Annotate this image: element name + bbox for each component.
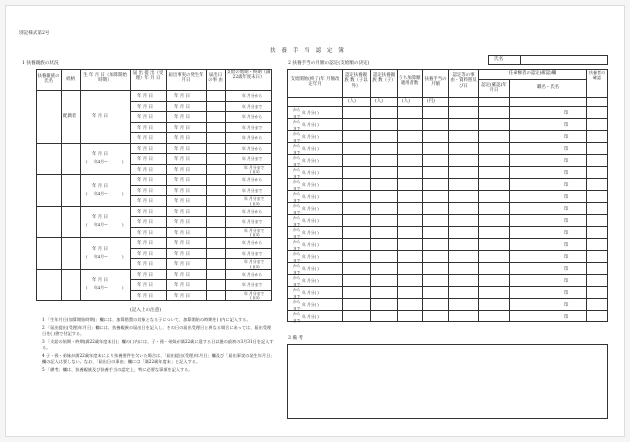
support-age-cell: ( )(3) bbox=[250, 200, 260, 206]
cert-row-line bbox=[287, 118, 608, 119]
support-age-cell: ( )(3) bbox=[250, 232, 260, 237]
birth-age-close: ) bbox=[122, 253, 124, 259]
seal-mark: 印 bbox=[564, 194, 569, 200]
cert-row-line bbox=[287, 238, 608, 239]
move-date-cell: 年 月 日 bbox=[137, 178, 153, 183]
row-from: から bbox=[293, 238, 301, 244]
move-date-cell: 年 月 日 bbox=[137, 146, 153, 152]
support-period-cell: 年 月分まで bbox=[242, 282, 263, 287]
unit-count-c: (人) bbox=[402, 99, 410, 104]
note-item: 5 「備考」欄は、扶養親族及び扶養手当の認定上、特に必要な事項を記入する。 bbox=[42, 366, 193, 372]
header-auditor-name: 職名・氏名 bbox=[537, 85, 559, 90]
row-to: まで bbox=[293, 197, 301, 203]
row-month: 年 月分( ) bbox=[302, 146, 319, 152]
birth-age-close: ) bbox=[122, 190, 124, 196]
support-to-cell: 年 月分まで bbox=[244, 290, 265, 296]
birth-age-note: 年4月～ bbox=[94, 159, 108, 165]
header-monthly: 扶養手当の月額 bbox=[424, 77, 447, 88]
header-name: 扶養親族の氏名 bbox=[37, 74, 60, 85]
support-period-cell: 年 月分から bbox=[242, 93, 263, 98]
seal-mark: 印 bbox=[564, 254, 569, 260]
support-age-cell: ( )(3) bbox=[250, 263, 260, 269]
row-line bbox=[130, 132, 272, 133]
row-from: から bbox=[293, 130, 301, 136]
row-month: 年 月分( ) bbox=[302, 134, 319, 140]
cert-row-line bbox=[287, 202, 608, 203]
event-date-cell: 年 月 日 bbox=[174, 115, 190, 120]
note-item: 3 「支給の始期・終期(満22歳年度末日)」欄の( )内には、子・孫・弟妹が満22歳に達する日以後の最初の3月31日を記入する。 bbox=[42, 339, 274, 350]
row-month: 年 月分( ) bbox=[302, 182, 319, 188]
support-to-cell: 年 月分まで bbox=[244, 196, 265, 201]
cert-row-line bbox=[287, 142, 608, 143]
row-month: 年 月分( ) bbox=[302, 254, 319, 260]
event-date-cell: 年 月 日 bbox=[174, 188, 190, 194]
birth-date-cell: 年 月 日 bbox=[92, 246, 108, 252]
birth-age-open: ( bbox=[86, 190, 88, 196]
event-date-cell: 年 月 日 bbox=[174, 94, 190, 99]
cert-row-line bbox=[287, 166, 608, 167]
header-move: 届 出 提 出（受 理）年 月 日 bbox=[132, 71, 164, 82]
birth-age-open: ( bbox=[86, 285, 88, 291]
group-separator bbox=[36, 174, 272, 175]
row-from: から bbox=[293, 310, 301, 316]
seal-mark: 印 bbox=[564, 146, 569, 152]
support-period-cell: 年 月分まで bbox=[242, 103, 263, 109]
move-date-cell: 年 月 日 bbox=[137, 136, 153, 141]
header-auditor: 任命権者の認定(確認)欄 bbox=[508, 71, 557, 76]
row-to: まで bbox=[293, 233, 301, 239]
birth-age-open: ( bbox=[86, 253, 88, 259]
row-to: まで bbox=[293, 185, 301, 191]
support-period-cell: 年 月分まで bbox=[242, 219, 263, 224]
header-birth: 生 年 月 日（加算開始時期） bbox=[83, 73, 127, 84]
birth-age-open: ( bbox=[86, 222, 88, 228]
header-count-a: 認定扶養親 族 数（子以外） bbox=[344, 73, 368, 89]
row-month: 年 月分( ) bbox=[302, 278, 319, 284]
birth-age-close: ) bbox=[122, 222, 124, 228]
row-month: 年 月分( ) bbox=[302, 206, 319, 212]
row-line bbox=[130, 216, 272, 217]
support-period-cell: 年 月分から bbox=[242, 271, 263, 277]
form-id: 別記様式第2号 bbox=[19, 31, 50, 36]
event-date-cell: 年 月 日 bbox=[174, 272, 190, 278]
seal-mark: 印 bbox=[564, 278, 569, 284]
event-date-cell: 年 月 日 bbox=[174, 251, 190, 257]
row-to: まで bbox=[293, 293, 301, 299]
row-line bbox=[130, 101, 272, 102]
note-item: 2 「届出提出(受理)年月日」欄には、扶養親族の届出日を記入し、その日の届出受理日と異なる場合にあっては、届出受理日を( )書で付記する。 bbox=[42, 325, 272, 336]
move-date-cell: 年 月 日 bbox=[137, 293, 153, 299]
seal-mark: 印 bbox=[564, 230, 569, 236]
support-period-cell: 年 月分まで bbox=[242, 250, 263, 256]
note-item: 4 子・孫・弟妹が満22歳年度末により扶養要件を欠いた場合は、「届出提出(受理)年月日」欄及び「届出事実の発生年月日」欄の記入は要しない。なお、「届出日の事由」欄には「満22歳年度末」と記入する。 bbox=[42, 352, 273, 364]
seal-mark: 印 bbox=[564, 206, 569, 212]
birth-age-open: ( bbox=[86, 159, 88, 165]
row-from: から bbox=[293, 214, 301, 220]
row-line bbox=[130, 185, 272, 186]
group-separator bbox=[36, 143, 272, 144]
move-date-cell: 年 月 日 bbox=[137, 251, 153, 257]
row-month: 年 月分( ) bbox=[302, 122, 319, 128]
unit-row-line bbox=[287, 106, 608, 107]
row-line bbox=[130, 122, 272, 123]
cert-row-line bbox=[287, 286, 608, 287]
unit-count-b: (人) bbox=[375, 99, 383, 104]
seal-mark: 印 bbox=[564, 110, 569, 116]
event-date-cell: 年 月 日 bbox=[174, 167, 190, 173]
support-period-cell: 年 月分から bbox=[242, 177, 263, 182]
event-date-cell: 年 月 日 bbox=[174, 220, 190, 225]
row-line bbox=[130, 111, 272, 112]
birth-date-cell: 年 月 日 bbox=[92, 152, 108, 158]
row-to: まで bbox=[293, 221, 301, 227]
birth-date-cell: 年 月 日 bbox=[92, 183, 108, 189]
row-line bbox=[130, 279, 272, 280]
header-count-c: うち加算額適用者数 bbox=[398, 76, 421, 87]
row-to: まで bbox=[293, 281, 301, 287]
group-separator bbox=[36, 269, 272, 270]
move-date-cell: 年 月 日 bbox=[137, 115, 153, 120]
seal-mark: 印 bbox=[564, 302, 569, 308]
row-month: 年 月分( ) bbox=[302, 266, 319, 272]
cert-row-line bbox=[287, 178, 608, 179]
event-date-cell: 年 月 日 bbox=[174, 262, 190, 267]
move-date-cell: 年 月 日 bbox=[137, 157, 153, 162]
form-title: 扶 養 手 当 認 定 簿 bbox=[270, 48, 346, 54]
event-date-cell: 年 月 日 bbox=[174, 104, 190, 110]
seal-mark: 印 bbox=[564, 218, 569, 224]
row-to: まで bbox=[293, 113, 301, 119]
row-from: から bbox=[293, 286, 301, 292]
form-page bbox=[6, 6, 624, 436]
support-period-cell: 年 月分まで bbox=[242, 156, 263, 161]
move-date-cell: 年 月 日 bbox=[137, 220, 153, 225]
event-date-cell: 年 月 日 bbox=[174, 146, 190, 152]
row-line bbox=[130, 248, 272, 249]
row-to: まで bbox=[293, 137, 301, 143]
birth-age-note: 年4月～ bbox=[94, 253, 108, 259]
move-date-cell: 年 月 日 bbox=[137, 94, 153, 99]
move-date-cell: 年 月 日 bbox=[137, 167, 153, 173]
row-from: から bbox=[293, 142, 301, 148]
row-from: から bbox=[293, 274, 301, 280]
header-support: 支給の始期・終期（満22歳年度末日） bbox=[226, 70, 271, 81]
row-to: まで bbox=[293, 161, 301, 167]
row-to: まで bbox=[293, 305, 301, 311]
event-date-cell: 年 月 日 bbox=[174, 241, 190, 246]
left-section-title: 1 扶養親族の状況 bbox=[22, 61, 59, 66]
row-from: から bbox=[293, 118, 301, 124]
cert-row-line bbox=[287, 274, 608, 275]
header-auditor-date: 認定(確認)年月日 bbox=[481, 83, 507, 94]
row-from: から bbox=[293, 298, 301, 304]
move-date-cell: 年 月 日 bbox=[137, 188, 153, 194]
cert-row-line bbox=[287, 250, 608, 251]
unit-monthly: (円) bbox=[427, 99, 435, 104]
row-to: まで bbox=[293, 209, 301, 215]
row-from: から bbox=[293, 166, 301, 172]
birth-age-close: ) bbox=[122, 285, 124, 291]
cert-row-line bbox=[287, 226, 608, 227]
row-from: から bbox=[293, 154, 301, 160]
event-date-cell: 年 月 日 bbox=[174, 209, 190, 215]
header-cert: 認定等の事由・資料照及び日 bbox=[450, 73, 477, 89]
relation-cell: 配偶者 bbox=[63, 114, 77, 120]
move-date-cell: 年 月 日 bbox=[137, 241, 153, 246]
header-count-b: 認定扶養親 族 数（子） bbox=[372, 73, 396, 84]
row-to: まで bbox=[293, 173, 301, 179]
note-item: 1 「生年月日(加算開始時期)」欄には、加算措置の対象となる子について、加算開始の時期を( )内に記入する。 bbox=[42, 317, 251, 322]
row-from: から bbox=[293, 262, 301, 268]
event-date-cell: 年 月 日 bbox=[174, 125, 190, 131]
move-date-cell: 年 月 日 bbox=[137, 209, 153, 215]
header-removal: 届出日の事 由 bbox=[208, 73, 223, 84]
event-date-cell: 年 月 日 bbox=[174, 136, 190, 141]
support-period-cell: 年 月分まで bbox=[242, 124, 263, 130]
cert-row-line bbox=[287, 154, 608, 155]
birth-age-note: 年4月～ bbox=[94, 222, 108, 228]
seal-mark: 印 bbox=[564, 134, 569, 140]
row-to: まで bbox=[293, 245, 301, 251]
seal-mark: 印 bbox=[564, 122, 569, 128]
row-to: まで bbox=[293, 269, 301, 275]
row-month: 年 月分( ) bbox=[302, 194, 319, 200]
event-date-cell: 年 月 日 bbox=[174, 178, 190, 183]
row-month: 年 月分( ) bbox=[302, 314, 319, 320]
move-date-cell: 年 月 日 bbox=[137, 125, 153, 131]
header-period: 支給開始(終了)年 月額改定年月 bbox=[290, 77, 340, 88]
support-age-cell: ( )(3) bbox=[250, 169, 260, 174]
row-from: から bbox=[293, 190, 301, 196]
event-date-cell: 年 月 日 bbox=[174, 230, 190, 236]
support-period-cell: 年 月分から bbox=[242, 240, 263, 245]
support-period-cell: 年 月分まで bbox=[242, 187, 263, 193]
remarks-box[interactable] bbox=[287, 344, 608, 419]
seal-mark: 印 bbox=[564, 242, 569, 248]
move-date-cell: 年 月 日 bbox=[137, 230, 153, 236]
move-date-cell: 年 月 日 bbox=[137, 104, 153, 110]
row-from: から bbox=[293, 226, 301, 232]
support-period-cell: 年 月分から bbox=[242, 208, 263, 214]
support-period-cell: 年 月分から bbox=[242, 145, 263, 151]
header-event: 届出事実の発生年月日 bbox=[168, 73, 204, 84]
right-section-title: 2 扶養手当の月額の認定(支給額の決定) bbox=[288, 61, 370, 66]
move-date-cell: 年 月 日 bbox=[137, 272, 153, 278]
support-period-cell: 年 月分から bbox=[242, 114, 263, 119]
row-from: から bbox=[293, 178, 301, 184]
cert-row-line bbox=[287, 130, 608, 131]
move-date-cell: 年 月 日 bbox=[137, 199, 153, 204]
row-to: まで bbox=[293, 317, 301, 323]
birth-age-note: 年4月～ bbox=[94, 285, 108, 291]
notes-list bbox=[42, 317, 274, 375]
event-date-cell: 年 月 日 bbox=[174, 157, 190, 162]
row-month: 年 月分( ) bbox=[302, 230, 319, 236]
row-month: 年 月分( ) bbox=[302, 110, 319, 116]
cert-row-line bbox=[287, 298, 608, 299]
event-date-cell: 年 月 日 bbox=[174, 293, 190, 299]
name-box bbox=[488, 55, 608, 65]
row-from: から bbox=[293, 202, 301, 208]
event-date-cell: 年 月 日 bbox=[174, 283, 190, 288]
support-to-cell: 年 月分まで bbox=[244, 259, 265, 264]
row-from: から bbox=[293, 106, 301, 112]
row-to: まで bbox=[293, 149, 301, 155]
cert-row-line bbox=[287, 214, 608, 215]
row-from: から bbox=[293, 250, 301, 256]
group-separator bbox=[36, 206, 272, 207]
group-separator bbox=[36, 237, 272, 238]
birth-age-close: ) bbox=[122, 159, 124, 165]
seal-mark: 印 bbox=[564, 182, 569, 188]
name-label: 氏名 bbox=[494, 57, 504, 62]
row-month: 年 月分( ) bbox=[302, 158, 319, 164]
seal-mark: 印 bbox=[564, 170, 569, 176]
birth-date-cell: 年 月 日 bbox=[92, 114, 108, 120]
seal-mark: 印 bbox=[564, 314, 569, 320]
remarks-label: 3 備 考 bbox=[288, 336, 304, 341]
row-to: まで bbox=[293, 257, 301, 263]
event-date-cell: 年 月 日 bbox=[174, 199, 190, 204]
row-month: 年 月分( ) bbox=[302, 290, 319, 296]
row-month: 年 月分( ) bbox=[302, 170, 319, 176]
row-month: 年 月分( ) bbox=[302, 218, 319, 224]
support-age-cell: ( )(3) bbox=[250, 295, 260, 300]
cert-row-line bbox=[287, 190, 608, 191]
seal-mark: 印 bbox=[564, 266, 569, 272]
support-period-cell: 年 月分から bbox=[242, 135, 263, 140]
move-date-cell: 年 月 日 bbox=[137, 262, 153, 267]
row-month: 年 月分( ) bbox=[302, 302, 319, 308]
row-to: まで bbox=[293, 125, 301, 131]
row-month: 年 月分( ) bbox=[302, 242, 319, 248]
cert-row-line bbox=[287, 310, 608, 311]
birth-age-note: 年4月～ bbox=[94, 190, 108, 196]
birth-date-cell: 年 月 日 bbox=[92, 215, 108, 221]
support-to-cell: 年 月分まで bbox=[244, 164, 265, 170]
row-line bbox=[130, 153, 272, 154]
birth-date-cell: 年 月 日 bbox=[92, 278, 108, 284]
notes-title: (記入上の注意) bbox=[130, 308, 162, 313]
seal-mark: 印 bbox=[564, 158, 569, 164]
unit-count-a: (人) bbox=[348, 99, 356, 104]
header-remarks: 扶養者の確認 bbox=[589, 70, 605, 80]
move-date-cell: 年 月 日 bbox=[137, 283, 153, 288]
cert-row-line bbox=[287, 262, 608, 263]
seal-mark: 印 bbox=[564, 290, 569, 296]
header-relation: 続柄 bbox=[66, 77, 75, 82]
support-to-cell: 年 月分まで bbox=[244, 227, 265, 233]
